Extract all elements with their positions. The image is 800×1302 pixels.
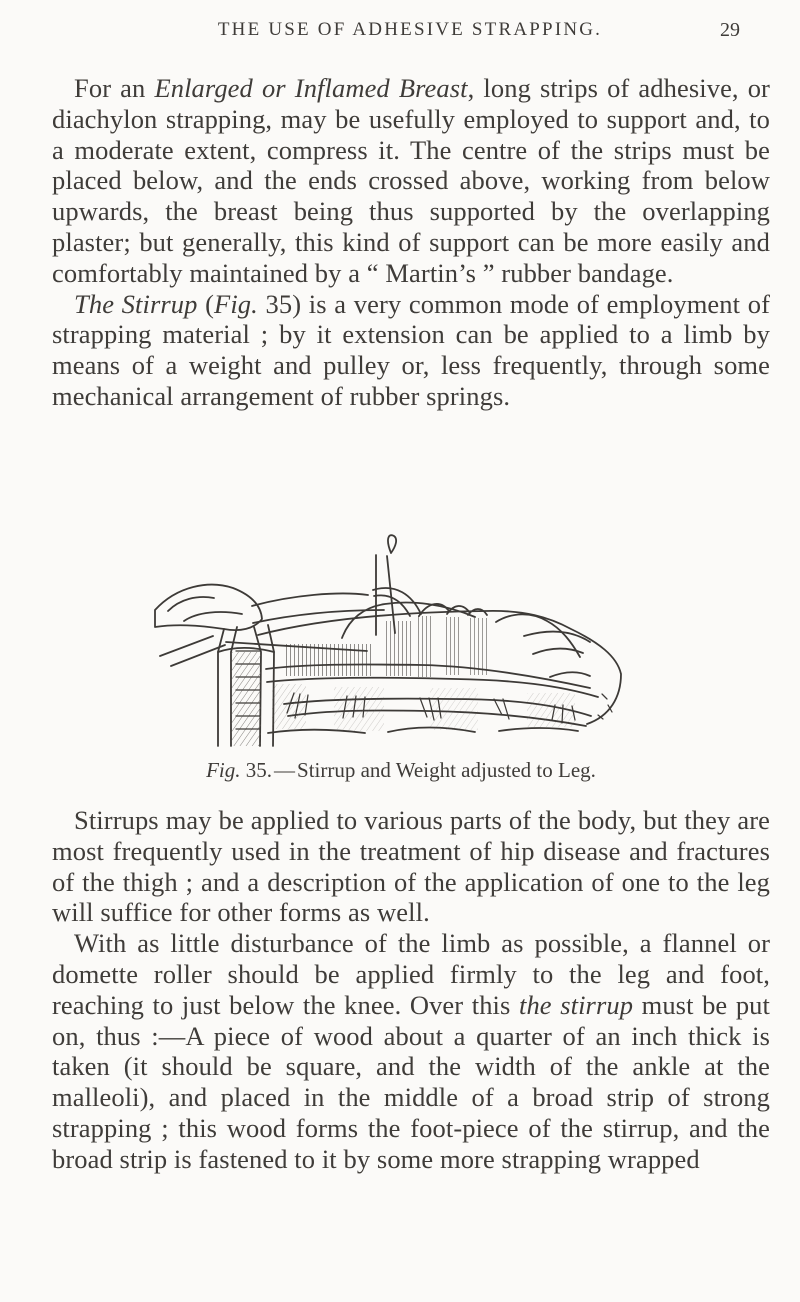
- upper-text-block: [52, 73, 770, 412]
- caption-text: Stirrup and Weight adjusted to Leg.: [297, 758, 596, 782]
- stirrup-application-paragraph: [52, 928, 770, 1174]
- stirrup-weight-leg-drawing: [142, 528, 660, 756]
- application-body: must be put on, thus :—A piece of wood about a quarter of an inch thick is taken (it should be square, and the width of the ankle at the malleoli), and placed in the middle of a broad strip of strong strapping ; this wood forms the foot-piece of the stirrup, and the broad strip is fastened to it by some more strapping wrapped: [52, 989, 770, 1174]
- stirrup-open-paren: (: [197, 288, 215, 319]
- paragraph-body: , long strips of adhesive, or diachylon strapping, may be usefully employed to support and, to a moderate extent, compress it. The centre of the strips must be placed below, and the ends crossed above, working from below upwards, the breast being thus supported by the overlapping plaster; but generally, this kind of support can be more easily and comfortably maintained by a “ Martin’s ” rubber bandage.: [52, 73, 770, 288]
- caption-dash: —: [274, 758, 296, 782]
- figure-reference: Fig.: [214, 288, 258, 319]
- stirrup-intro-paragraph: [52, 289, 770, 412]
- stirrup-paragraph-body: ) is a very common mode of employment of strapping material ; by it extension can be applied to a limb by means of a weight and pulley or, less frequently, through some mechanical arrangement of rubber springs.: [52, 288, 770, 411]
- page-number: 29: [720, 19, 740, 41]
- application-topic: the stirrup: [518, 989, 634, 1020]
- stirrup-topic: The Stirrup: [74, 288, 198, 319]
- application-intro: With as little disturbance of the limb as possible, a flannel or domette roller should be applied firmly to the leg and foot, reaching to just below the knee. Over this: [52, 928, 770, 1020]
- running-head: [60, 18, 740, 48]
- breast-strapping-paragraph: [52, 73, 770, 289]
- lower-text-block: [52, 805, 770, 1175]
- stirrup-usage-paragraph: [52, 805, 770, 928]
- figure-number: 35.: [240, 758, 273, 782]
- figure-label: Fig.: [206, 758, 241, 782]
- figure-caption: [186, 758, 616, 782]
- paragraph-intro: For an: [74, 73, 155, 103]
- stirrup-illustration: [142, 528, 660, 756]
- usage-paragraph-body: Stirrups may be applied to various parts of the body, but they are most frequently used in the treatment of hip disease and fractures of the thigh ; and a description of the application of one to the leg will suffice for other forms as well.: [52, 805, 770, 928]
- paragraph-topic: Enlarged or Inflamed Breast: [154, 73, 468, 103]
- running-title: THE USE OF ADHESIVE STRAPPING.: [217, 19, 603, 40]
- figure-reference-number: 35: [257, 288, 293, 319]
